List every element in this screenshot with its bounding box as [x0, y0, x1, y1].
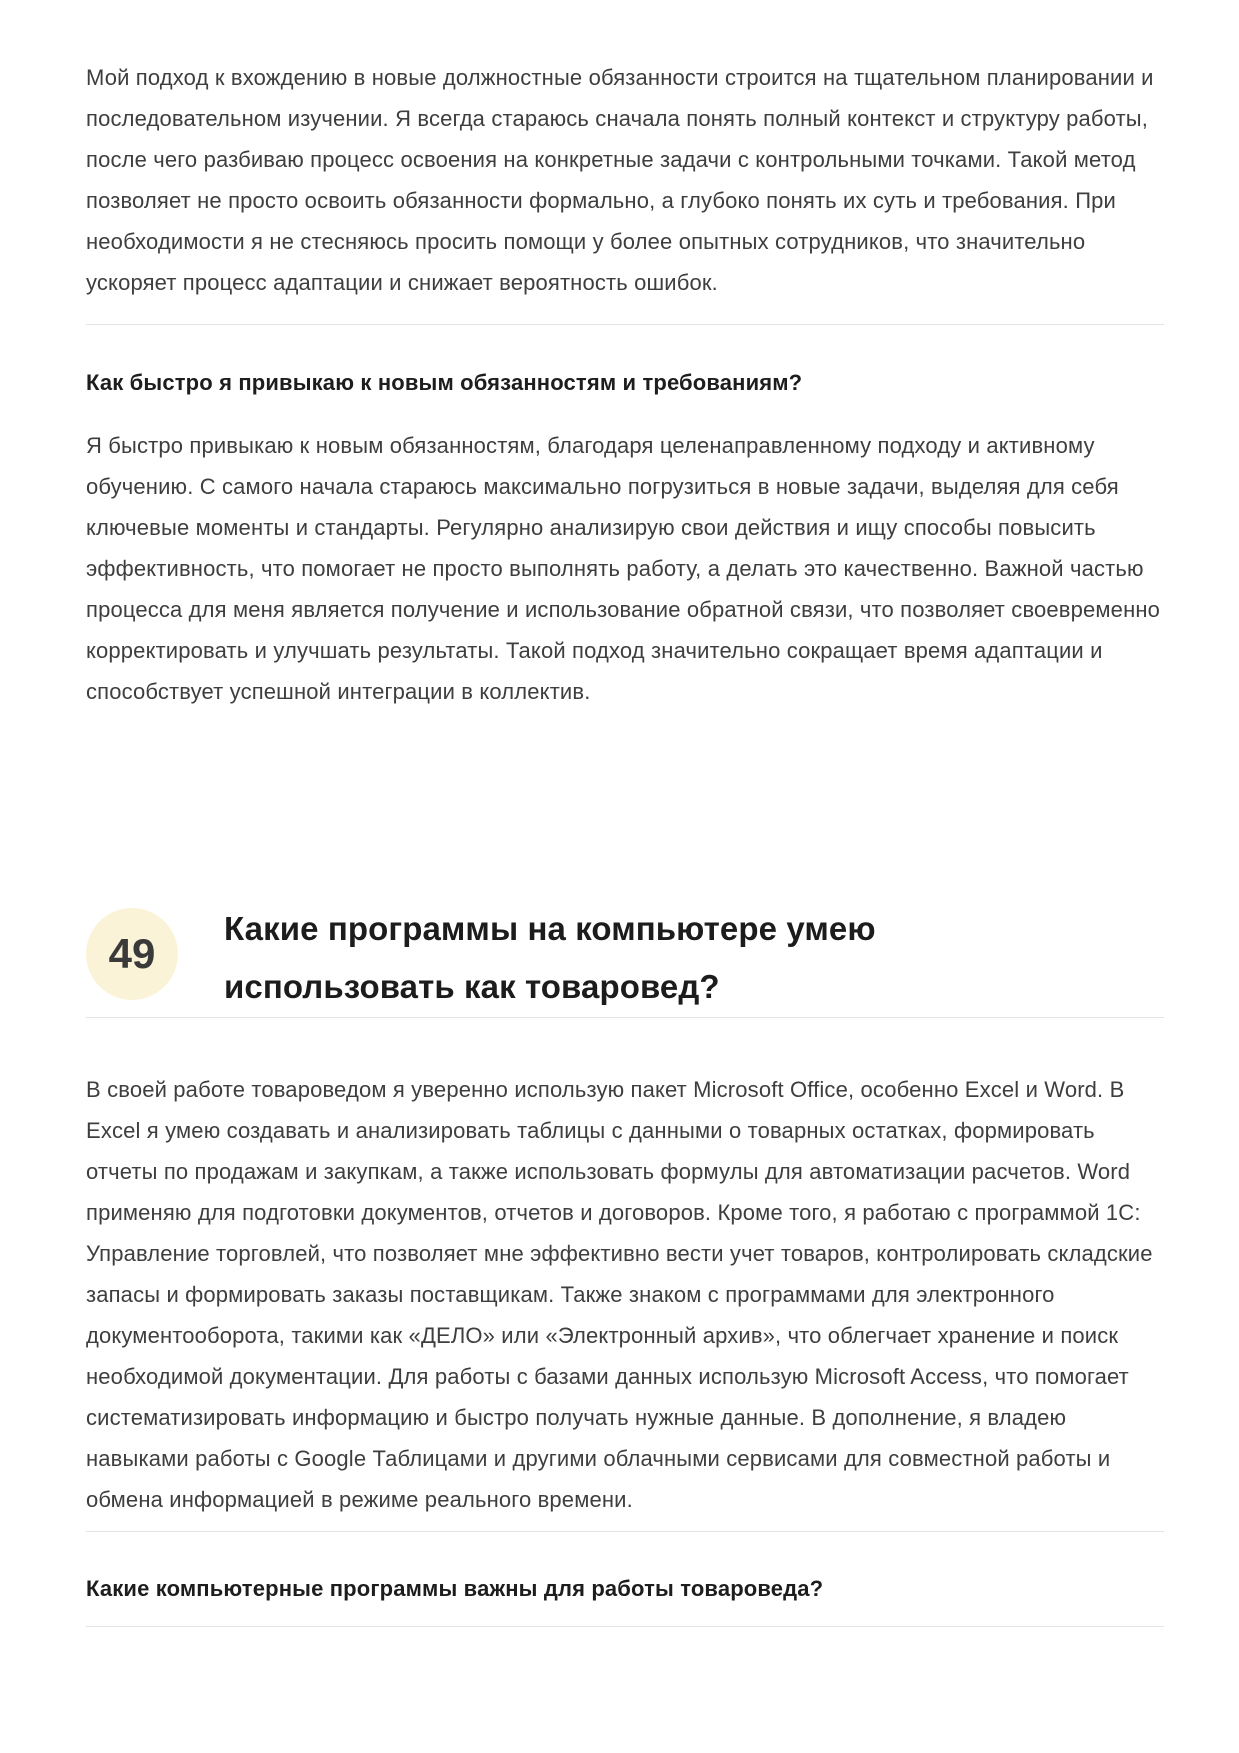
question-number-badge: 49	[86, 908, 178, 1000]
answer-paragraph-2: В своей работе товароведом я уверенно использую пакет Microsoft Office, особенно Excel и Word. В Excel я умею создавать и анализировать таблицы с данными о товарных остатках, формировать отчеты по продажам и закупкам, а также использовать формулы для автоматизации расчетов. Word применяю для подготовки документов, отчетов и договоров. Кроме того, я работаю с программой 1С: Управление торговлей, что позволяет мне эффективно вести учет товаров, контролировать складские запасы и формировать заказы поставщикам. Также знаком с программами для электронного документооборота, такими как «ДЕЛО» или «Электронный архив», что облегчает хранение и поиск необходимой документации. Для работы с базами данных использую Microsoft Access, что помогает систематизировать информацию и быстро получать нужные данные. В дополнение, я владею навыками работы с Google Таблицами и другими облачными сервисами для совместной работы и обмена информацией в режиме реального времени.	[86, 1077, 1153, 1512]
divider	[86, 324, 1164, 325]
sub-question-2: Какие компьютерные программы важны для работы товароведа?	[86, 1576, 824, 1601]
numbered-question-header	[86, 900, 1164, 1016]
divider	[86, 1017, 1164, 1018]
divider	[86, 1531, 1164, 1532]
numbered-question-title: Какие программы на компьютере умею использовать как товаровед?	[224, 910, 876, 1005]
divider	[86, 1626, 1164, 1627]
sub-question-1: Как быстро я привыкаю к новым обязанностям и требованиям?	[86, 370, 803, 395]
answer-paragraph-1: Я быстро привыкаю к новым обязанностям, благодаря целенаправленному подходу и активному обучению. С самого начала стараюсь максимально погрузиться в новые задачи, выделяя для себя ключевые моменты и стандарты. Регулярно анализирую свои действия и ищу способы повысить эффективность, что помогает не просто выполнять работу, а делать это качественно. Важной частью процесса для меня является получение и использование обратной связи, что позволяет своевременно корректировать и улучшать результаты. Такой подход значительно сокращает время адаптации и способствует успешной интеграции в коллектив.	[86, 433, 1161, 704]
answer-paragraph-intro: Мой подход к вхождению в новые должностные обязанности строится на тщательном планировании и последовательном изучении. Я всегда стараюсь сначала понять полный контекст и структуру работы, после чего разбиваю процесс освоения на конкретные задачи с контрольными точками. Такой метод позволяет не просто освоить обязанности формально, а глубоко понять их суть и требования. При необходимости я не стесняюсь просить помощи у более опытных сотрудников, что значительно ускоряет процесс адаптации и снижает вероятность ошибок.	[86, 65, 1154, 295]
